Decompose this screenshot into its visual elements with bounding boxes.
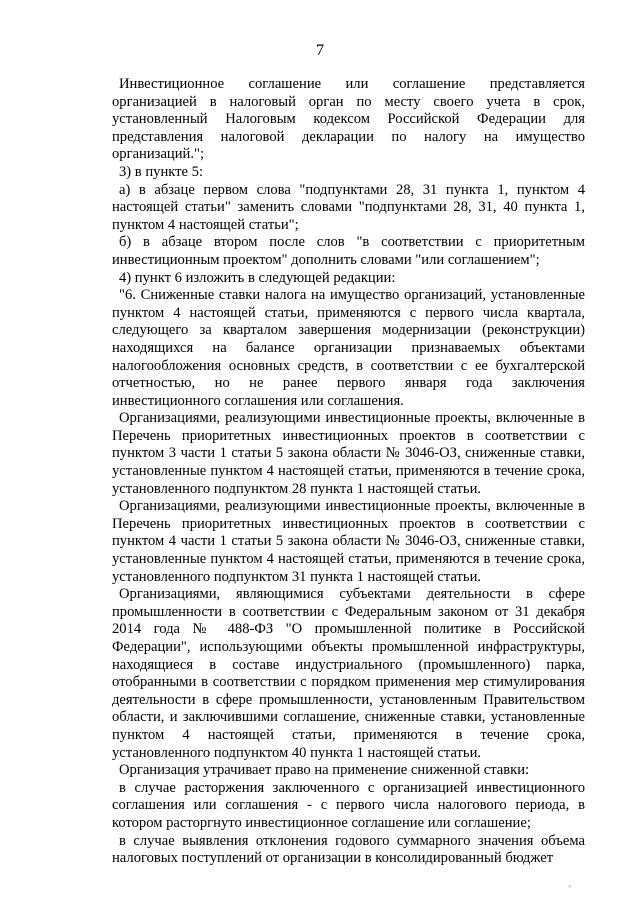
page-number: 7 (316, 42, 324, 59)
paragraph: а) в абзаце первом слова "подпунктами 28, 31 пункта 1, пунктом 4 настоящей статьи" заменить словами "подпунктами 28, 31, 40 пункта 1, пунктом 4 настоящей статьи"; (112, 181, 585, 233)
paragraph: Организация утрачивает право на применение сниженной ставки: (119, 762, 530, 779)
paragraph: 3) в пункте 5: (119, 163, 204, 180)
paragraph: б) в абзаце втором после слов "в соответствии с приоритетным инвестиционным проектом" дополнить словами "или соглашением"; (112, 234, 585, 268)
paragraph: Организациями, являющимися субъектами деятельности в сфере промышленности в соответствии с Федеральным законом от 31 декабря 2014 года № 488-ФЗ "О промышленной политике в Российской Федерации", использующими объекты промышленной инфраструктуры, находящиеся в составе индустриального (промышленного) парка, отобранными в соответствии с порядком применения мер стимулирования деятельности в сфере промышленности, установленным Правительством области, и заключившими соглашение, сниженные ставки, установленные пунктом 4 настоящей статьи, применяются в течение срока, установленного подпунктом 40 пункта 1 настоящей статьи. (112, 586, 585, 761)
paragraph: в случае расторжения заключенного с организацией инвестиционного соглашения или соглашения - с первого числа налогового периода, в котором расторгнуто инвестиционное соглашение или соглашение; (112, 779, 585, 831)
paragraph: в случае выявления отклонения годового суммарного значения объема налоговых поступлений от организации в консолидированный бюджет (112, 832, 585, 867)
paragraph: "6. Сниженные ставки налога на имущество организаций, установленные пунктом 4 настоящей статьи, применяются с первого числа квартала, следующего за кварталом завершения модернизации (реконструкции) находящихся на балансе организации признаваемых объектами налогообложения основных средств, в соответствии с ее бухгалтерской отчетностью, но не ранее первого января года заключения инвестиционного соглашения или соглашения. (112, 287, 585, 409)
document-body (112, 76, 585, 868)
paragraph: Организациями, реализующими инвестиционные проекты, включенные в Перечень приоритетных инвестиционных проектов в соответствии с пунктом 3 части 1 статьи 5 закона области № 3046-ОЗ, сниженные ставки, установленные пунктом 4 настоящей статьи, применяются в течение срока, установленного подпунктом 28 пункта 1 настоящей статьи. (112, 410, 585, 497)
paragraph: Организациями, реализующими инвестиционные проекты, включенные в Перечень приоритетных инвестиционных проектов в соответствии с пунктом 4 части 1 статьи 5 закона области № 3046-ОЗ, сниженные ставки, установленные пунктом 4 настоящей статьи, применяются в течение срока, установленного подпунктом 31 пункта 1 настоящей статьи. (112, 498, 585, 585)
paragraph: Инвестиционное соглашение или соглашение представляется организацией в налоговый орган по месту своего учета в срок, установленный Налоговым кодексом Российской Федерации для представления налоговой декларации по налогу на имущество организаций."; (112, 76, 585, 163)
paragraph: 4) пункт 6 изложить в следующей редакции: (119, 269, 396, 286)
footer-mark: " (568, 884, 572, 894)
